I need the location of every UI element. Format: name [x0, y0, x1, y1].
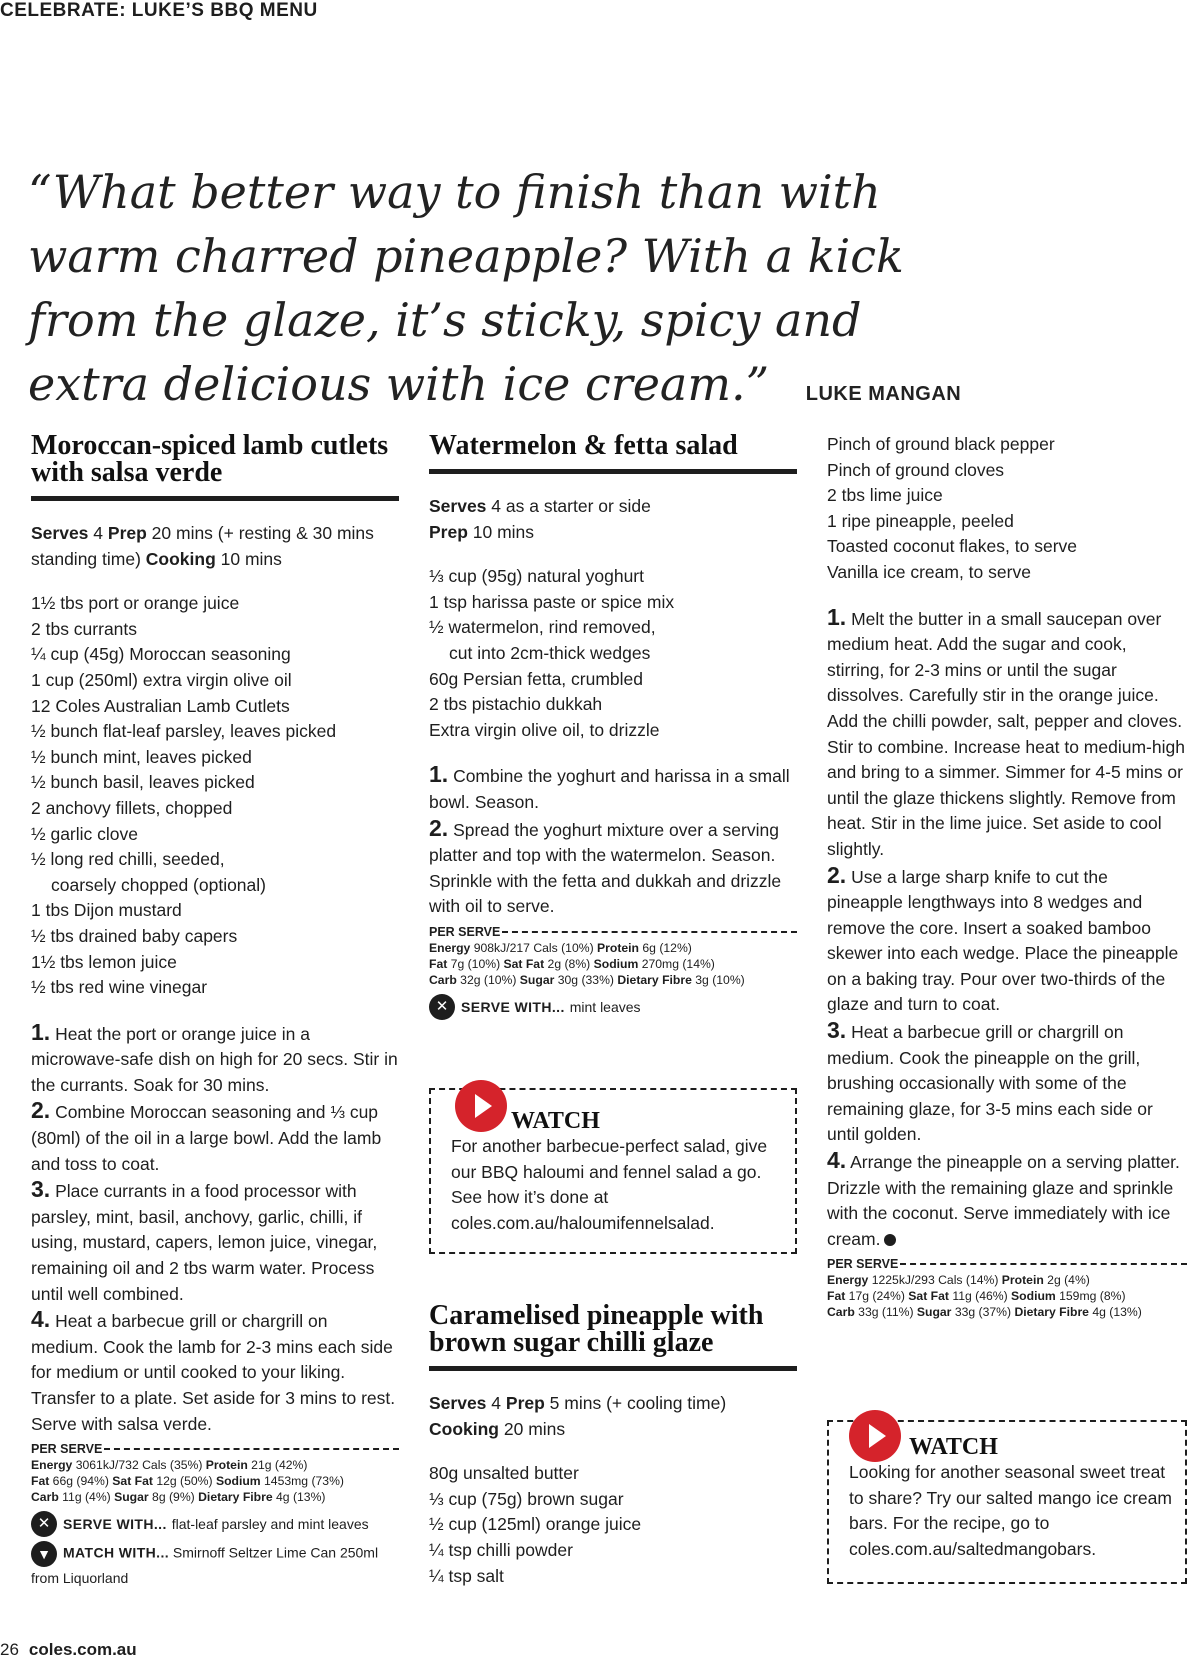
nutr-value: 12g (50%) — [156, 1474, 213, 1489]
recipe-caramelised-pineapple — [429, 1302, 797, 1589]
step-number: 1. — [827, 603, 847, 630]
meta-label: Prep — [505, 1393, 545, 1413]
dashed-rule — [104, 1448, 399, 1450]
watch-box[interactable] — [827, 1420, 1187, 1584]
nutr-value: 2g (4%) — [1047, 1273, 1090, 1288]
nutr-label: Protein — [597, 940, 639, 955]
nutr-value: 33g (37%) — [954, 1305, 1012, 1320]
nutr-label: Sat Fat — [503, 956, 545, 971]
cutlery-icon: ✕ — [31, 1511, 57, 1537]
match-with — [31, 1541, 399, 1589]
watch-text: Looking for another seasonal sweet treat to share? Try our salted mango ice cream bars. For the recipe, go to coles.com.au/saltedmangobars. — [849, 1462, 1172, 1559]
ingredient: ¼ tsp chilli powder — [429, 1539, 573, 1560]
meta-label: Serves — [429, 496, 487, 516]
nutr-value: 270mg (14%) — [641, 956, 715, 971]
cutlery-icon: ✕ — [429, 994, 455, 1020]
ingredient: 60g Persian fetta, crumbled — [429, 668, 644, 689]
nutrition-heading-text: PER SERVE — [827, 1257, 899, 1272]
ingredient: ½ bunch basil, leaves picked — [31, 772, 255, 793]
method-steps — [31, 1020, 399, 1438]
nutr-value: 4g (13%) — [1092, 1305, 1142, 1320]
ingredients-list — [827, 432, 1187, 586]
nutr-label: Sodium — [1011, 1289, 1056, 1304]
nutrition-line — [429, 940, 797, 956]
step-text: Combine Moroccan seasoning and ⅓ cup (80ml) of the oil in a large bowl. Add the lamb and toss to coat. — [31, 1102, 382, 1174]
ingredient: Vanilla ice cream, to serve — [827, 561, 1031, 582]
nutr-value: 32g (10%) — [460, 972, 517, 987]
nutrition-line — [31, 1473, 399, 1489]
nutr-value: 159mg (8%) — [1059, 1289, 1126, 1304]
nutrition-heading-text: PER SERVE — [31, 1442, 103, 1457]
nutrition-line — [31, 1489, 399, 1505]
nutrition-line — [827, 1272, 1187, 1288]
section-label: CELEBRATE: LUKE’S BBQ MENU — [0, 0, 318, 21]
match-with-text: Smirnoff Seltzer Lime Can 250ml from Liquorland — [31, 1544, 379, 1587]
nutr-label: Dietary Fibre — [1014, 1305, 1089, 1320]
title-rule — [429, 469, 797, 474]
meta-value: 4 — [88, 523, 108, 543]
match-with-label: MATCH WITH... — [63, 1544, 170, 1561]
quote-author: LUKE MANGAN — [805, 383, 962, 405]
meta-value: 20 mins (+ resting & 30 mins standing time) — [31, 523, 374, 569]
step-number: 4. — [31, 1306, 51, 1333]
method-steps — [429, 762, 797, 920]
nutr-label: Sodium — [215, 1474, 261, 1489]
nutr-value: 908kJ/217 Cals (10%) — [473, 940, 594, 955]
nutr-label: Sugar — [519, 972, 555, 987]
nutr-value: 7g (10%) — [450, 956, 501, 971]
nutrition-heading-text: PER SERVE — [429, 924, 501, 939]
method-step — [429, 816, 797, 920]
method-step — [827, 1148, 1187, 1252]
wine-glass-icon: ▼ — [31, 1541, 57, 1567]
method-step — [31, 1020, 399, 1099]
nutr-value: 33g (11%) — [858, 1305, 914, 1320]
dashed-rule — [502, 931, 797, 933]
recipe-meta — [31, 521, 399, 572]
nutr-label: Fat — [827, 1289, 846, 1304]
quote-text: “What better way to finish than with warm charred pineapple? With a kick from the glaze, it’s sticky, spicy and extra delicious with ice cream.” — [28, 165, 904, 411]
meta-value: 10 mins — [215, 548, 282, 569]
nutr-value: 1453mg (73%) — [264, 1474, 344, 1489]
recipe-meta — [429, 494, 797, 545]
nutr-value: 4g (13%) — [276, 1490, 326, 1505]
method-step — [827, 863, 1187, 1019]
watch-box[interactable] — [429, 1088, 797, 1254]
footer-site: coles.com.au — [28, 1640, 137, 1659]
ingredient: ½ tbs drained baby capers — [31, 925, 238, 946]
meta-value: 10 mins — [467, 521, 535, 542]
ingredient: coarsely chopped (optional) — [51, 874, 266, 895]
ingredient: 1 ripe pineapple, peeled — [827, 510, 1014, 531]
nutr-label: Sodium — [593, 956, 639, 971]
step-text: Combine the yoghurt and harissa in a small bowl. Season. — [429, 766, 790, 812]
watch-text: For another barbecue-perfect salad, give our BBQ haloumi and fennel salad a go. See how it’s done at coles.com.au/haloumifennelsalad. — [451, 1136, 768, 1233]
step-text: Arrange the pineapple on a serving platter. Drizzle with the remaining glaze and sprinkle with the coconut. Serve immediately with ice cream. — [827, 1152, 1180, 1249]
step-number: 2. — [429, 814, 449, 841]
ingredient: Pinch of ground cloves — [827, 459, 1005, 480]
nutr-label: Protein — [205, 1458, 248, 1473]
method-steps — [827, 605, 1187, 1253]
meta-label: Prep — [429, 521, 468, 542]
ingredient: ½ bunch flat-leaf parsley, leaves picked — [31, 721, 337, 742]
meta-value: 4 — [486, 1393, 506, 1413]
nutr-value: 3g (10%) — [695, 972, 745, 987]
play-icon[interactable] — [455, 1080, 507, 1132]
serve-with — [429, 994, 797, 1020]
nutrition-panel — [31, 1441, 399, 1505]
nutr-label: Dietary Fibre — [617, 972, 692, 987]
title-rule — [429, 1366, 797, 1371]
nutr-label: Carb — [429, 972, 457, 987]
nutr-label: Dietary Fibre — [198, 1490, 273, 1505]
ingredient: 80g unsalted butter — [429, 1463, 579, 1484]
play-icon[interactable] — [849, 1410, 901, 1462]
ingredient: Toasted coconut flakes, to serve — [827, 536, 1077, 557]
nutr-value: 8g (9%) — [152, 1490, 195, 1505]
ingredient: 2 tbs pistachio dukkah — [429, 694, 603, 715]
nutrition-panel — [429, 924, 797, 988]
ingredient: 1½ tbs port or orange juice — [31, 593, 240, 614]
nutrition-line — [31, 1457, 399, 1473]
pull-quote — [28, 160, 988, 426]
method-step — [31, 1098, 399, 1177]
nutr-value: 6g (12%) — [642, 940, 692, 955]
meta-label: Serves — [31, 523, 89, 543]
nutr-value: 3061kJ/732 Cals (35%) — [75, 1458, 203, 1473]
end-dot-icon — [884, 1234, 896, 1246]
ingredient: ¼ cup (45g) Moroccan seasoning — [31, 644, 291, 665]
method-step — [827, 605, 1187, 863]
ingredient: ½ tbs red wine vinegar — [31, 977, 208, 998]
nutrition-line — [827, 1304, 1187, 1320]
step-number: 3. — [827, 1017, 847, 1044]
step-number: 2. — [31, 1097, 51, 1124]
nutr-value: 1225kJ/293 Cals (14%) — [871, 1273, 999, 1288]
meta-label: Cooking — [145, 548, 216, 569]
nutr-label: Energy — [31, 1458, 73, 1473]
title-rule — [31, 496, 399, 501]
recipe-title: Watermelon & fetta salad — [429, 430, 738, 461]
ingredients-list — [429, 564, 797, 743]
method-step — [31, 1307, 399, 1437]
step-text: Heat a barbecue grill or chargrill on medium. Cook the lamb for 2-3 mins each side for medium or until cooked to your liking. Transfer to a plate. Set aside for 3 mins to rest. Serve with salsa verde. — [31, 1311, 396, 1434]
serve-with — [31, 1511, 399, 1537]
recipe-lamb-cutlets — [31, 432, 399, 1589]
watch-title: WATCH — [909, 1434, 998, 1460]
recipe-title: Moroccan-spiced lamb cutlets with salsa verde — [31, 430, 389, 488]
nutr-label: Sat Fat — [908, 1289, 949, 1304]
ingredient: ½ garlic clove — [31, 823, 138, 844]
nutr-value: 30g (33%) — [557, 972, 614, 987]
ingredient: 1 tsp harissa paste or spice mix — [429, 591, 675, 612]
nutr-label: Protein — [1001, 1273, 1044, 1288]
ingredient: ½ bunch mint, leaves picked — [31, 746, 252, 767]
nutr-value: 11g (4%) — [62, 1490, 111, 1505]
ingredient: ⅓ cup (75g) brown sugar — [429, 1488, 624, 1509]
meta-value: 20 mins — [499, 1418, 566, 1439]
ingredients-list — [31, 591, 399, 1001]
nutr-label: Energy — [429, 940, 471, 955]
nutrition-line — [429, 972, 797, 988]
page-number: 26 — [0, 1640, 19, 1659]
step-number: 1. — [429, 761, 449, 788]
ingredient: Pinch of ground black pepper — [827, 434, 1055, 454]
step-number: 4. — [827, 1147, 847, 1174]
nutrition-panel — [827, 1256, 1187, 1320]
page-footer — [0, 1640, 137, 1660]
method-step — [31, 1177, 399, 1307]
nutr-label: Sat Fat — [112, 1474, 153, 1489]
ingredient: 1 tbs Dijon mustard — [31, 900, 182, 921]
ingredient: Extra virgin olive oil, to drizzle — [429, 719, 660, 740]
nutr-label: Energy — [827, 1273, 869, 1288]
step-text: Heat the port or orange juice in a microwave-safe dish on high for 20 secs. Stir in the currants. Soak for 30 mins. — [31, 1023, 398, 1095]
recipe-caramelised-pineapple-continued — [827, 432, 1187, 1320]
meta-value: 5 mins (+ cooling time) — [544, 1393, 727, 1413]
ingredient: ⅓ cup (95g) natural yoghurt — [429, 566, 644, 587]
meta-label: Cooking — [429, 1418, 499, 1439]
step-text: Use a large sharp knife to cut the pineapple lengthways into 8 wedges and remove the core. Insert a soaked bamboo skewer into each wedge. Place the pineapple on a baking tray. Pour over two-thirds of the glaze and turn to coat. — [827, 866, 1179, 1015]
meta-line — [429, 520, 797, 546]
nutrition-line — [827, 1288, 1187, 1304]
nutr-value: 11g (46%) — [952, 1289, 1008, 1304]
nutr-label: Carb — [31, 1490, 59, 1505]
ingredient: cut into 2cm-thick wedges — [449, 642, 651, 663]
serve-with-label: SERVE WITH... — [63, 1516, 167, 1533]
watch-title: WATCH — [511, 1108, 600, 1134]
serve-with-text: mint leaves — [569, 998, 641, 1015]
serve-with-text: flat-leaf parsley and mint leaves — [171, 1516, 369, 1533]
step-number: 2. — [827, 861, 847, 888]
recipe-meta — [429, 1391, 797, 1442]
nutr-label: Fat — [429, 956, 448, 971]
recipe-title: Caramelised pineapple with brown sugar chilli glaze — [429, 1300, 764, 1358]
nutr-label: Sugar — [916, 1305, 952, 1320]
method-step — [827, 1018, 1187, 1148]
meta-value: 4 as a starter or side — [486, 496, 651, 516]
nutr-value: 21g (42%) — [251, 1458, 308, 1473]
meta-line — [429, 494, 797, 520]
step-number: 1. — [31, 1018, 51, 1045]
ingredient: ¼ tsp salt — [429, 1565, 504, 1586]
nutrition-heading — [827, 1256, 1187, 1272]
step-number: 3. — [31, 1176, 51, 1203]
ingredient: 1½ tbs lemon juice — [31, 951, 177, 972]
meta-label: Serves — [429, 1393, 487, 1413]
nutrition-heading — [429, 924, 797, 940]
ingredient: ½ cup (125ml) orange juice — [429, 1514, 642, 1535]
nutr-value: 66g (94%) — [52, 1474, 109, 1489]
ingredient: 1 cup (250ml) extra virgin olive oil — [31, 669, 292, 690]
nutr-label: Sugar — [114, 1490, 149, 1505]
nutr-value: 17g (24%) — [848, 1289, 905, 1304]
nutrition-heading — [31, 1441, 399, 1457]
meta-label: Prep — [107, 523, 147, 543]
ingredient: 12 Coles Australian Lamb Cutlets — [31, 695, 290, 716]
ingredient: 2 anchovy fillets, chopped — [31, 797, 233, 818]
nutrition-line — [429, 956, 797, 972]
nutr-label: Carb — [827, 1305, 855, 1320]
serve-with-label: SERVE WITH... — [461, 998, 565, 1015]
ingredient: ½ long red chilli, seeded, — [31, 849, 225, 870]
ingredients-list — [429, 1461, 797, 1589]
step-text: Place currants in a food processor with parsley, mint, basil, anchovy, garlic, chilli, if using, mustard, capers, lemon juice, vinegar, remaining oil and 2 tbs warm water. Process until well combined. — [31, 1181, 378, 1304]
ingredient: 2 tbs lime juice — [827, 485, 943, 506]
recipe-watermelon-salad — [429, 432, 797, 1020]
ingredient: ½ watermelon, rind removed, — [429, 617, 656, 638]
step-text: Melt the butter in a small saucepan over medium heat. Add the sugar and cook, stirring, for 2-3 mins or until the sugar dissolves. Carefully stir in the orange juice. Add the chilli powder, salt, pepper and cloves. Stir to combine. Increase heat to medium-high and bring to a simmer. Simmer for 4-5 mins or until the glaze thickens slightly. Remove from heat. Stir in the lime juice. Set aside to cool slightly. — [827, 608, 1185, 859]
nutr-value: 2g (8%) — [547, 956, 591, 971]
step-text: Heat a barbecue grill or chargrill on medium. Cook the pineapple on the grill, brushing occasionally with some of the remaining glaze, for 3-5 mins each side or until golden. — [827, 1022, 1153, 1145]
nutr-label: Fat — [31, 1474, 50, 1489]
step-text: Spread the yoghurt mixture over a serving platter and top with the watermelon. Season. Sprinkle with the fetta and dukkah and drizzle with oil to serve. — [429, 819, 782, 917]
method-step — [429, 762, 797, 815]
ingredient: 2 tbs currants — [31, 618, 138, 639]
dashed-rule — [900, 1263, 1187, 1265]
